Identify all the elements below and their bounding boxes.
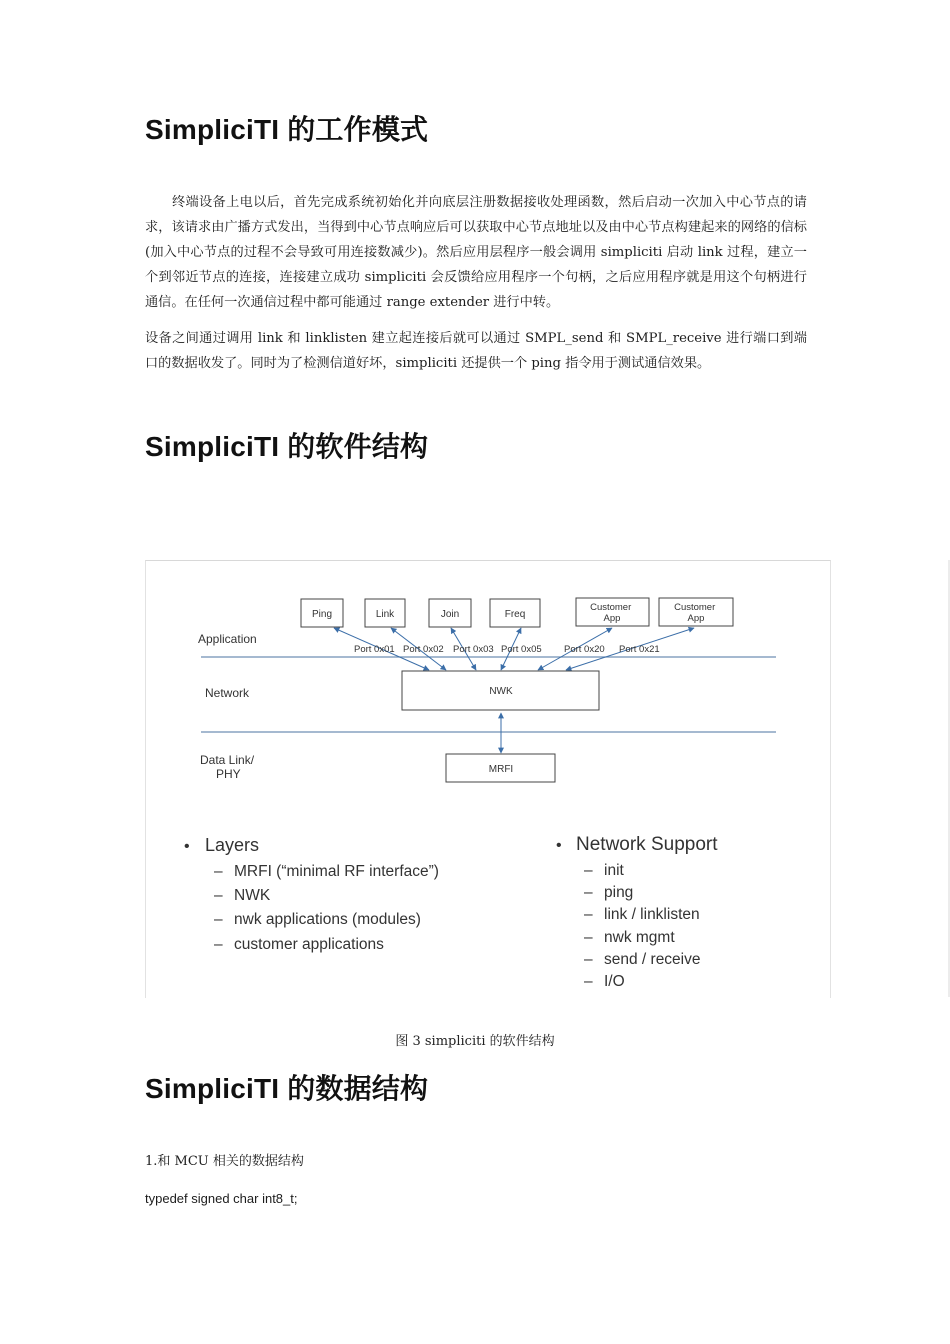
layer-label-datalink: Data Link/ (200, 753, 255, 767)
paragraph-work-mode-2: 设备之间通过调用 link 和 linklisten 建立起连接后就可以通过 SMPL_send 和 SMPL_receive 进行端口到端口的数据收发了。同时为了检测信道好坏，simpliciti 还提供一个 ping 指令用于测试通信效果。 (145, 331, 807, 371)
support-item-ping: ping (604, 884, 634, 901)
app-label-link: Link (375, 609, 395, 620)
app-label-customer-app-1-line1: Customer (590, 602, 632, 613)
support-item-send-receive: send / receive (604, 951, 701, 968)
figure-caption: 图 3 simpliciti 的软件结构 (395, 1034, 555, 1049)
layers-heading: Layers (205, 835, 260, 855)
layers-item-nwk: NWK (234, 887, 271, 904)
data-structure-item-1: 1.和 MCU 相关的数据结构 (145, 1154, 304, 1169)
app-label-ping: Ping (311, 609, 333, 620)
section-title-work-mode: SimpliciTI 的工作模式 (145, 114, 429, 145)
layers-item-nwk-applications: nwk applications (modules) (234, 911, 421, 928)
support-bullet: • (556, 837, 562, 854)
layers-item-mrfi: MRFI (“minimal RF interface”) (234, 863, 439, 880)
layers-dash-3: – (214, 911, 223, 928)
port-label-0x20: Port 0x20 (564, 644, 605, 655)
layers-bullet: • (184, 838, 190, 855)
layers-dash-4: – (214, 936, 223, 953)
code-line-int8: typedef signed char int8_t; (145, 1191, 298, 1206)
support-heading: Network Support (576, 834, 718, 855)
nwk-label: NWK (489, 686, 513, 697)
mrfi-label: MRFI (488, 764, 514, 775)
port-label-0x01: Port 0x01 (354, 644, 395, 655)
layers-dash-1: – (214, 863, 223, 880)
support-item-io: I/O (604, 973, 625, 990)
layers-dash-2: – (214, 887, 223, 904)
app-label-join: Join (440, 609, 460, 620)
port-label-0x02: Port 0x02 (403, 644, 444, 655)
app-label-customer-app-1-line2: App (603, 613, 621, 624)
support-dash-4: – (584, 929, 593, 946)
software-structure-figure (145, 560, 831, 998)
support-dash-2: – (584, 884, 593, 901)
support-dash-3: – (584, 906, 593, 923)
paragraph-work-mode-1: 终端设备上电以后，首先完成系统初始化并向底层注册数据接收处理函数，然后启动一次加入中心节点的请求，该请求由广播方式发出，当得到中心节点响应后可以获取中心节点地址以及由中心节点构建起来的网络的信标(加入中心节点的过程不会导致可用连接数减少)。然后应用层程序一般会调用 simpliciti 启动 link 过程，建立一个到邻近节点的连接，连接建立成功 simpliciti 会反馈给应用程序一个句柄，之后应用程序就是用这个句柄进行通信。在任何一次通信过程中都可能通过 range extender 进行中转。 (145, 195, 807, 310)
support-item-link: link / linklisten (604, 906, 700, 923)
support-dash-5: – (584, 951, 593, 968)
section-title-software-structure: SimpliciTI 的软件结构 (145, 431, 429, 462)
layers-item-customer-applications: customer applications (234, 936, 384, 953)
app-label-customer-app-2-line1: Customer (674, 602, 716, 613)
port-label-0x05: Port 0x05 (501, 644, 542, 655)
app-label-freq: Freq (504, 609, 526, 620)
port-label-0x03: Port 0x03 (453, 644, 494, 655)
support-item-nwk-mgmt: nwk mgmt (604, 929, 675, 946)
layer-label-network: Network (205, 686, 250, 700)
support-item-init: init (604, 862, 624, 879)
support-dash-6: – (584, 973, 593, 990)
layer-label-application: Application (198, 632, 257, 646)
support-dash-1: – (584, 862, 593, 879)
section-title-data-structure: SimpliciTI 的数据结构 (145, 1073, 429, 1104)
port-label-0x21: Port 0x21 (619, 644, 660, 655)
app-label-customer-app-2-line2: App (687, 613, 705, 624)
layer-label-phy: PHY (216, 767, 241, 781)
